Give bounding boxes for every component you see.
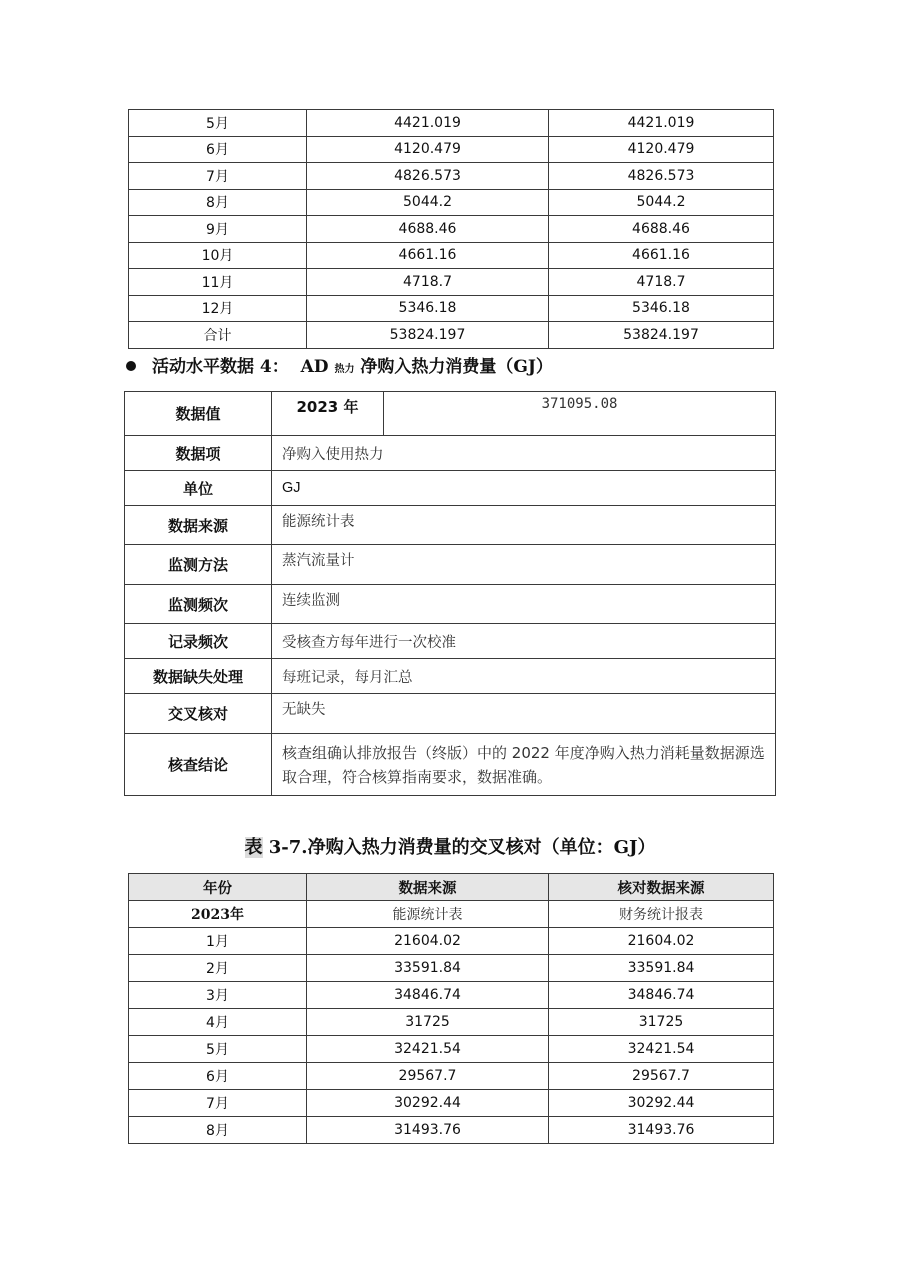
detail-label: 监测频次 [125,585,272,624]
table-row [129,1036,774,1063]
table-row [129,1117,774,1144]
value-cell: 4718.7 [307,269,549,296]
check-value-cell: 4120.479 [549,136,774,163]
check-value-cell: 21604.02 [549,928,774,955]
check-value-cell: 5346.18 [549,295,774,322]
table-row [129,242,774,269]
source-cell: 能源统计表 [307,901,549,928]
month-cell: 9月 [129,216,307,243]
value-cell: 31493.76 [307,1117,549,1144]
table-row [129,322,774,349]
table-row [129,1063,774,1090]
value-cell: 5346.18 [307,295,549,322]
month-cell: 7月 [129,163,307,190]
check-value-cell: 4421.019 [549,110,774,137]
conclusion-row [125,734,776,796]
detail-label: 数据缺失处理 [125,659,272,694]
bullet-icon [126,361,136,371]
month-cell: 5月 [129,110,307,137]
value-cell: 4688.46 [307,216,549,243]
check-value-cell: 32421.54 [549,1036,774,1063]
detail-row [125,471,776,506]
month-cell: 5月 [129,1036,307,1063]
check-value-cell: 33591.84 [549,955,774,982]
header-year: 年份 [129,874,307,901]
month-cell: 2月 [129,955,307,982]
detail-row [125,545,776,585]
year-row [129,901,774,928]
heading-ad-subscript: 热力 [334,364,355,375]
check-value-cell: 31725 [549,1009,774,1036]
table-row [129,136,774,163]
conclusion-text: 核查组确认排放报告（终版）中的 2022 年度净购入热力消耗量数据源选取合理，符合核算指南要求，数据准确。 [272,734,776,796]
detail-row [125,506,776,545]
detail-label: 记录频次 [125,624,272,659]
month-cell: 合计 [129,322,307,349]
check-value-cell: 29567.7 [549,1063,774,1090]
detail-row [125,624,776,659]
check-value-cell: 34846.74 [549,982,774,1009]
section-heading [126,352,553,377]
detail-value: 受核查方每年进行一次校准 [272,624,776,659]
value-cell: 4661.16 [307,242,549,269]
value-cell: 5044.2 [307,189,549,216]
detail-label: 数据来源 [125,506,272,545]
value-cell: 33591.84 [307,955,549,982]
check-value-cell: 53824.197 [549,322,774,349]
month-cell: 8月 [129,1117,307,1144]
table-header-row [129,874,774,901]
check-value-cell: 4688.46 [549,216,774,243]
heading-ad: AD [300,357,329,377]
header-check-source: 核对数据来源 [549,874,774,901]
check-value-cell: 4826.573 [549,163,774,190]
value-cell: 32421.54 [307,1036,549,1063]
heading-prefix: 活动水平数据 4： [152,357,289,377]
monthly-table-continued [128,109,774,349]
month-cell: 1月 [129,928,307,955]
check-source-cell: 财务统计报表 [549,901,774,928]
detail-row [125,694,776,734]
value-cell: 4826.573 [307,163,549,190]
month-cell: 11月 [129,269,307,296]
caption-text: 3-7.净购入热力消费量的交叉核对（单位：GJ） [262,837,656,858]
table-row [129,1009,774,1036]
detail-value: 每班记录，每月汇总 [272,659,776,694]
check-value-cell: 4718.7 [549,269,774,296]
detail-value: 连续监测 [272,585,776,624]
value-cell: 53824.197 [307,322,549,349]
activity-data-detail-table [124,391,776,796]
month-cell: 12月 [129,295,307,322]
detail-label: 交叉核对 [125,694,272,734]
detail-label: 监测方法 [125,545,272,585]
value-cell: 34846.74 [307,982,549,1009]
table-row [129,928,774,955]
detail-row [125,585,776,624]
value-cell: 31725 [307,1009,549,1036]
detail-label: 单位 [125,471,272,506]
value-cell: 4120.479 [307,136,549,163]
detail-value: 蒸汽流量计 [272,545,776,585]
month-cell: 7月 [129,1090,307,1117]
data-value-label: 数据值 [125,392,272,436]
table-row [129,163,774,190]
value-cell: 21604.02 [307,928,549,955]
month-cell: 6月 [129,1063,307,1090]
check-value-cell: 4661.16 [549,242,774,269]
table-row [129,110,774,137]
month-cell: 3月 [129,982,307,1009]
data-value: 371095.08 [384,392,776,436]
table-row [129,189,774,216]
table-row [129,955,774,982]
table-row [129,295,774,322]
table-row [129,216,774,243]
detail-row [125,659,776,694]
value-cell: 30292.44 [307,1090,549,1117]
data-year: 2023 年 [272,392,384,436]
check-value-cell: 5044.2 [549,189,774,216]
detail-value: 净购入使用热力 [272,436,776,471]
month-cell: 4月 [129,1009,307,1036]
detail-value: 无缺失 [272,694,776,734]
caption-prefix: 表 [244,837,263,858]
table-row [129,982,774,1009]
detail-label: 数据项 [125,436,272,471]
month-cell: 8月 [129,189,307,216]
detail-value: GJ [272,471,776,506]
cross-check-table [128,873,774,1144]
check-value-cell: 31493.76 [549,1117,774,1144]
value-cell: 29567.7 [307,1063,549,1090]
heading-suffix: 净购入热力消费量（GJ） [354,357,553,377]
table-row [129,1090,774,1117]
conclusion-label: 核查结论 [125,734,272,796]
detail-row [125,436,776,471]
header-source: 数据来源 [307,874,549,901]
detail-value: 能源统计表 [272,506,776,545]
data-value-row [125,392,776,436]
year-cell: 2023年 [129,901,307,928]
table-caption [0,833,900,859]
month-cell: 6月 [129,136,307,163]
check-value-cell: 30292.44 [549,1090,774,1117]
table-row [129,269,774,296]
month-cell: 10月 [129,242,307,269]
value-cell: 4421.019 [307,110,549,137]
